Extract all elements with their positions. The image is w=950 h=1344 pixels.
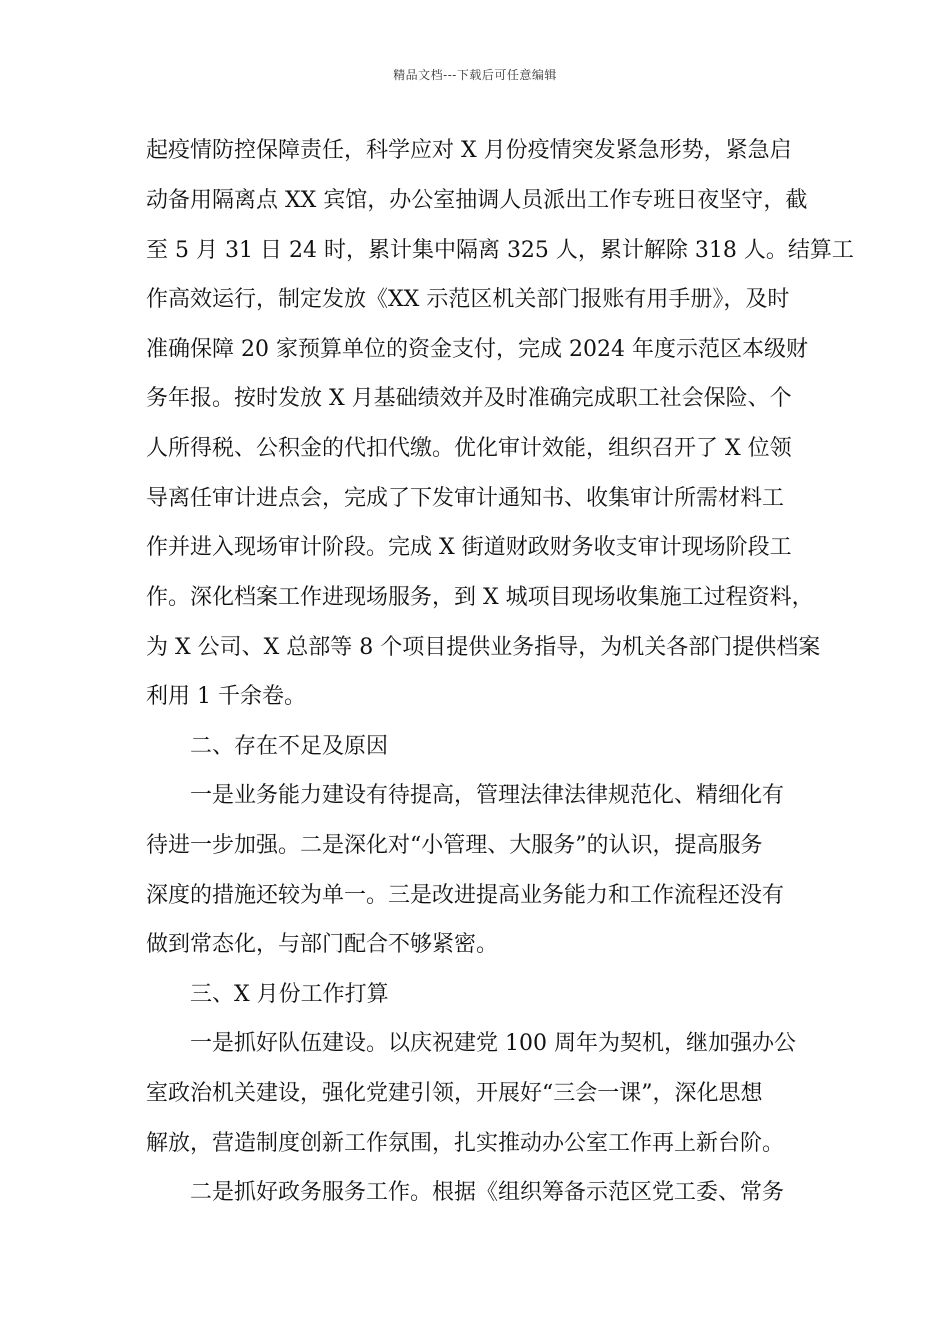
section-heading: 二、存在不足及原因 [190,734,389,759]
paragraph-line: 待进一步加强。二是深化对“小管理、大服务”的认识，提高服务 [146,833,763,858]
paragraph-line: 作并进入现场审计阶段。完成 X 街道财政财务收支审计现场阶段工 [146,535,792,560]
paragraph-line: 二是抓好政务服务工作。根据《组织筹备示范区党工委、常务 [190,1180,785,1205]
page-header: 精品文档---下载后可任意编辑 [393,68,557,82]
paragraph-line: 导离任审计进点会，完成了下发审计通知书、收集审计所需材料工 [146,486,785,511]
paragraph-line: 一是业务能力建设有待提高，管理法律法律规范化、精细化有 [190,783,785,808]
paragraph-line: 作高效运行，制定发放《XX 示范区机关部门报账有用手册》，及时 [146,287,790,312]
paragraph-line: 作。深化档案工作进现场服务，到 X 城项目现场收集施工过程资料， [146,585,814,610]
paragraph-line: 室政治机关建设，强化党建引领，开展好“三会一课”，深化思想 [146,1081,763,1106]
section-heading: 三、X 月份工作打算 [190,982,389,1007]
paragraph-line: 务年报。按时发放 X 月基础绩效并及时准确完成职工社会保险、个 [146,386,792,411]
paragraph-line: 为 X 公司、X 总部等 8 个项目提供业务指导，为机关各部门提供档案 [146,635,821,660]
paragraph-line: 一是抓好队伍建设。以庆祝建党 100 周年为契机，继加强办公 [190,1031,796,1056]
paragraph-line: 做到常态化，与部门配合不够紧密。 [146,932,499,957]
paragraph-line: 深度的措施还较为单一。三是改进提高业务能力和工作流程还没有 [146,883,785,908]
paragraph-line: 准确保障 20 家预算单位的资金支付，完成 2024 年度示范区本级财 [146,337,808,362]
paragraph-line: 至 5 月 31 日 24 时，累计集中隔离 325 人，累计解除 318 人。结算工 [146,238,854,263]
paragraph-line: 动备用隔离点 XX 宾馆，办公室抽调人员派出工作专班日夜坚守，截 [146,188,808,213]
paragraph-line: 利用 1 千余卷。 [146,684,306,709]
paragraph-line: 人所得税、公积金的代扣代缴。优化审计效能，组织召开了 X 位领 [146,436,792,461]
paragraph-line: 起疫情防控保障责任，科学应对 X 月份疫情突发紧急形势，紧急启 [146,138,792,163]
paragraph-line: 解放，营造制度创新工作氛围，扎实推动办公室工作再上新台阶。 [146,1131,785,1156]
